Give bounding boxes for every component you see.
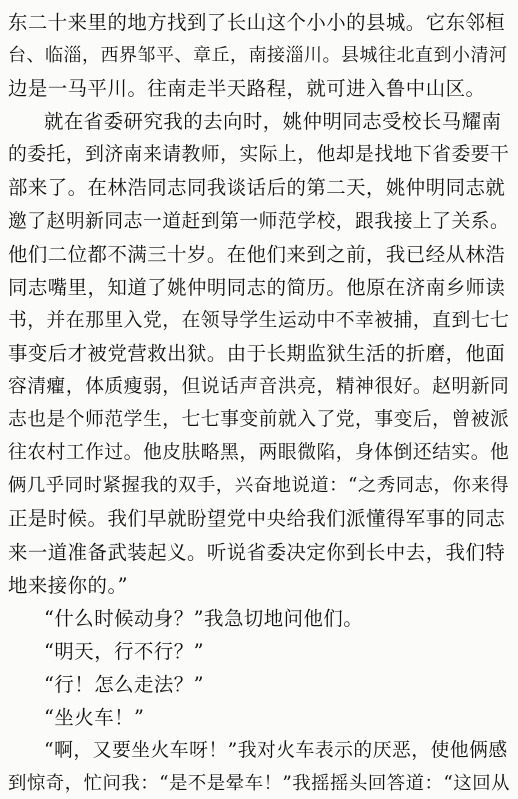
text-line: 的委托，到济南来请教师，实际上，他却是找地下省委要干 <box>8 144 510 166</box>
text-line: 边是一马平川。往南走半天路程，就可进入鲁中山区。 <box>8 77 486 101</box>
text-line: “坐火车！” <box>44 705 145 729</box>
text-line: “行！怎么走法？” <box>44 672 205 696</box>
text-line: 往农村工作过。他皮肤略黑，两眼微陷，身体倒还结实。他 <box>8 442 510 464</box>
text-line: 同志嘴里，知道了姚仲明同志的简历。他原在济南乡师读 <box>8 275 506 299</box>
text-line: 邀了赵明新同志一道赶到第一师范学校，跟我接上了关系。 <box>8 210 510 232</box>
text-line: 俩几乎同时紧握我的双手，兴奋地说道：“之秀同志，你来得 <box>8 475 510 497</box>
text-line: 地来接你的。” <box>8 573 129 597</box>
text-line: 事变后才被党营救出狱。由于长期监狱生活的折磨，他面 <box>8 341 506 365</box>
text-line: 台、临淄，西界邹平、章丘，南接淄川。县城往北直到小清河 <box>8 45 508 67</box>
text-line: 他们二位都不满三十岁。在他们来到之前，我已经从林浩 <box>8 242 506 266</box>
text-line: 书，并在那里入党，在领导学生运动中不幸被捕，直到七七 <box>8 309 510 331</box>
text-line: 到惊奇，忙问我：“是不是晕车！”我摇摇头回答道：“这回从 <box>8 773 510 795</box>
body-text <box>8 6 512 799</box>
text-line: 就在省委研究我的去向时，姚仲明同志受校长马耀南 <box>44 110 502 134</box>
text-line: 东二十来里的地方找到了长山这个小小的县城。它东邻桓 <box>8 11 506 34</box>
text-line: “明天，行不行？” <box>44 639 205 663</box>
text-line: 容清癯，体质瘦弱，但说话声音洪亮，精神很好。赵明新同 <box>8 376 510 398</box>
text-line: “什么时候动身？”我急切地问他们。 <box>44 606 364 630</box>
text-line: 部来了。在林浩同志同我谈话后的第二天，姚仲明同志就 <box>8 176 506 200</box>
text-line: “啊，又要坐火车呀！”我对火车表示的厌恶，使他俩感 <box>44 740 508 762</box>
text-line: 正是时候。我们早就盼望党中央给我们派懂得军事的同志 <box>8 507 506 531</box>
text-line: 来一道准备武装起义。听说省委决定你到长中去，我们特 <box>8 540 506 564</box>
text-line: 志也是个师范学生，七七事变前就入了党，事变后，曾被派 <box>8 409 510 431</box>
